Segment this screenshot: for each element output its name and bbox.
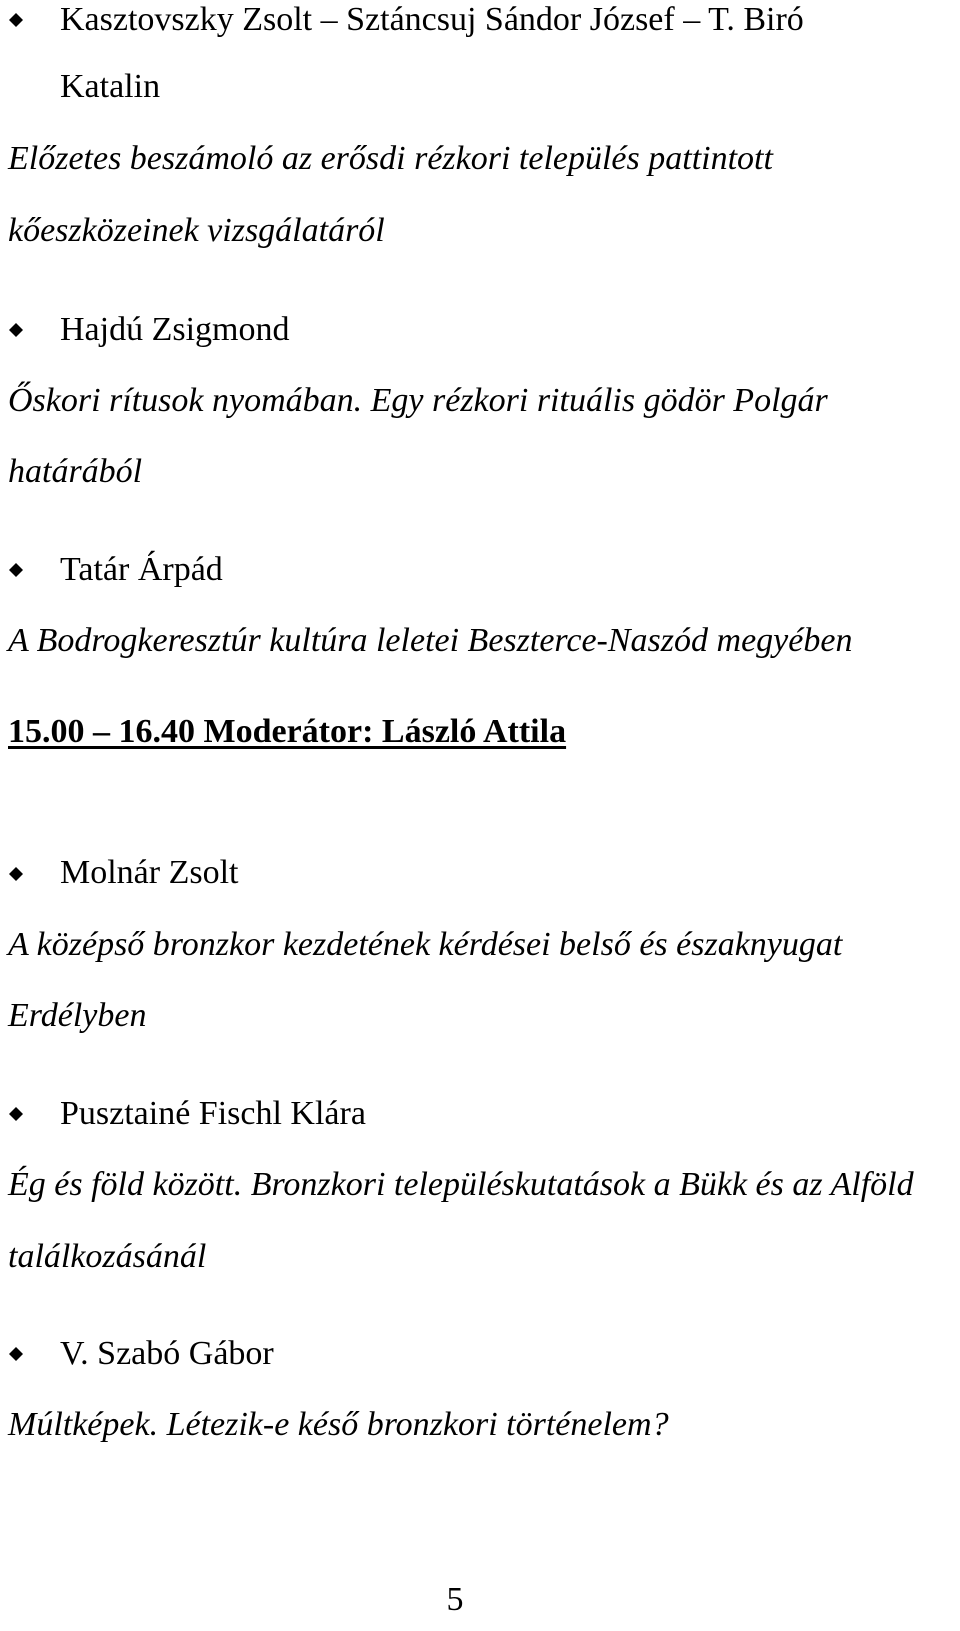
paper-title: A középső bronzkor kezdetének kérdései belső és északnyugat [8, 926, 843, 963]
paper-title-continued: Erdélyben [8, 997, 147, 1034]
author-name: Tatár Árpád [60, 551, 223, 588]
author-name: V. Szabó Gábor [60, 1335, 274, 1372]
author-name: Pusztainé Fischl Klára [60, 1095, 366, 1132]
session-heading: 15.00 – 16.40 Moderátor: László Attila [8, 713, 567, 750]
diamond-bullet-icon [8, 322, 24, 338]
paper-title-continued: kőeszközeinek vizsgálatáról [8, 212, 385, 249]
diamond-bullet-icon [8, 562, 24, 578]
paper-title: A Bodrogkeresztúr kultúra leletei Beszterce-Naszód megyében [8, 622, 853, 659]
diamond-bullet-icon [8, 1346, 24, 1362]
paper-title-continued: találkozásánál [8, 1238, 207, 1275]
diamond-bullet-icon [8, 12, 24, 28]
diamond-bullet-icon [8, 866, 24, 882]
author-name: Kasztovszky Zsolt – Sztáncsuj Sándor József – T. Biró [60, 1, 804, 38]
paper-title-continued: határából [8, 453, 143, 490]
diamond-bullet-icon [8, 1106, 24, 1122]
author-name: Hajdú Zsigmond [60, 311, 290, 348]
author-name-continued: Katalin [60, 68, 161, 105]
page-number: 5 [446, 1581, 464, 1618]
paper-title: Előzetes beszámoló az erősdi rézkori település pattintott [8, 140, 773, 177]
paper-title: Múltképek. Létezik-e késő bronzkori történelem? [8, 1406, 669, 1443]
paper-title: Ég és föld között. Bronzkori településkutatások a Bükk és az Alföld [8, 1166, 914, 1203]
paper-title: Őskori rítusok nyomában. Egy rézkori rituális gödör Polgár [8, 382, 828, 419]
author-name: Molnár Zsolt [60, 854, 239, 891]
